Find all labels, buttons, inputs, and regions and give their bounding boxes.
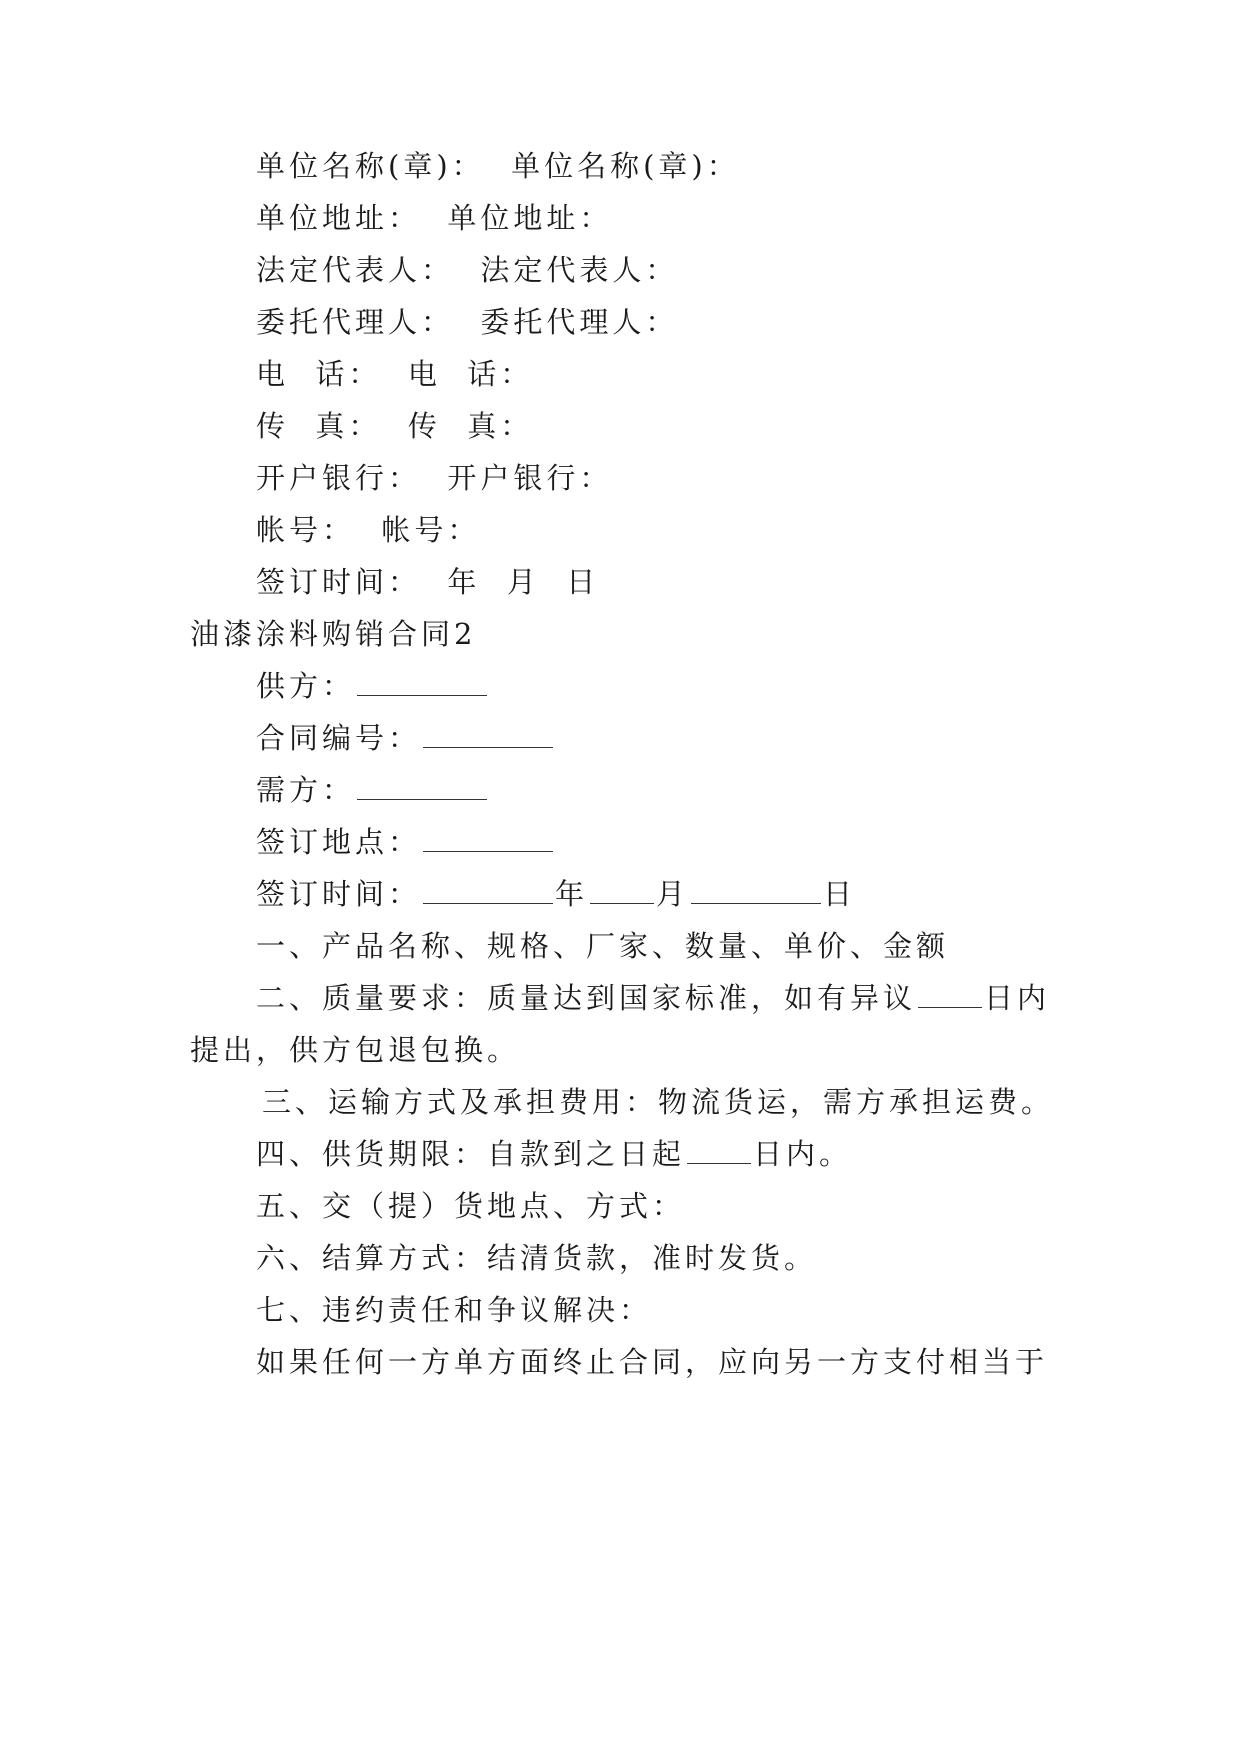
fax-line: 传 真： 传 真： [256, 409, 534, 443]
supplier-label: 供方： [256, 669, 356, 703]
clause-2-text: 二、质量要求：质量达到国家标准，如有异议 [256, 981, 917, 1015]
clause-1: 一、产品名称、规格、厂家、数量、单价、金额 [256, 929, 950, 963]
buyer-line [256, 770, 489, 810]
day-label: 日 [823, 877, 857, 911]
clause-2-days: 日内 [984, 981, 1051, 1015]
clause-3: 三、运输方式及承担费用：物流货运，需方承担运费。 [262, 1085, 1055, 1119]
clause-2 [256, 978, 1050, 1018]
clause-5: 五、交（提）货地点、方式： [256, 1189, 686, 1223]
clause-6: 六、结算方式：结清货款，准时发货。 [256, 1241, 818, 1275]
contract-no-line [256, 718, 555, 758]
objection-days-blank[interactable] [918, 979, 982, 1008]
month-blank[interactable] [590, 875, 654, 904]
sign-place-blank[interactable] [423, 823, 553, 852]
delivery-days-blank[interactable] [687, 1135, 751, 1164]
clause-7-text: 如果任何一方单方面终止合同，应向另一方支付相当于 [256, 1345, 1049, 1379]
bank-line: 开户银行： 开户银行： [256, 461, 613, 495]
legal-rep-line: 法定代表人： 法定代表人： [256, 253, 679, 287]
sign-date-line: 签订时间： 年 月 日 [256, 565, 600, 599]
unit-address-line: 单位地址： 单位地址： [256, 201, 613, 235]
agent-line: 委托代理人： 委托代理人： [256, 305, 679, 339]
day-blank[interactable] [691, 875, 821, 904]
clause-2-cont: 提出，供方包退包换。 [190, 1033, 521, 1067]
clause-7: 七、违约责任和争议解决： [256, 1293, 653, 1327]
account-line: 帐号： 帐号： [256, 513, 481, 547]
clause-4 [256, 1134, 852, 1174]
sign-place-line [256, 822, 555, 862]
buyer-label: 需方： [256, 773, 356, 807]
contract-title: 油漆涂料购销合同2 [190, 617, 477, 651]
month-label: 月 [656, 877, 690, 911]
supplier-line [256, 666, 489, 706]
sign-time-label: 签订时间： [256, 877, 422, 911]
buyer-blank[interactable] [357, 771, 487, 800]
sign-time-line [256, 874, 856, 914]
clause-4-text: 四、供货期限：自款到之日起 [256, 1137, 686, 1171]
contract-no-blank[interactable] [423, 719, 553, 748]
unit-name-line: 单位名称(章)： 单位名称(章)： [256, 149, 740, 183]
supplier-blank[interactable] [357, 667, 487, 696]
contract-no-label: 合同编号： [256, 721, 422, 755]
clause-4-days: 日内。 [753, 1137, 853, 1171]
phone-line: 电 话： 电 话： [256, 357, 534, 391]
year-blank[interactable] [423, 875, 553, 904]
year-label: 年 [555, 877, 589, 911]
sign-place-label: 签订地点： [256, 825, 422, 859]
